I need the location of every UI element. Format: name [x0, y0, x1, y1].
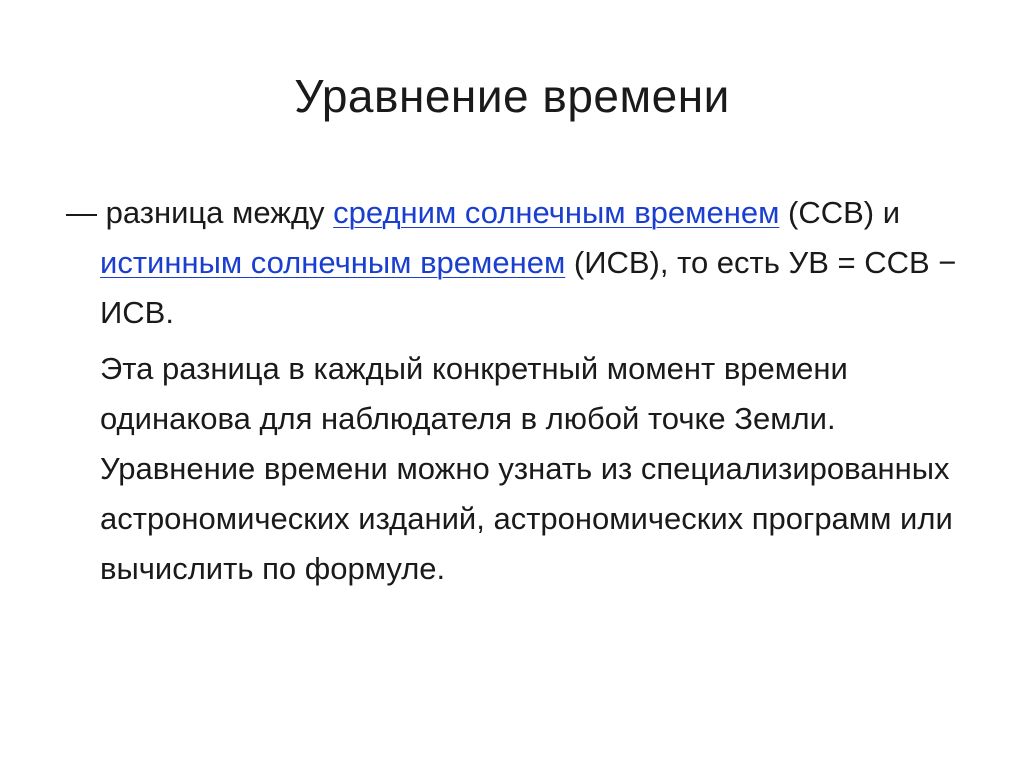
definition-text-3: (ИСВ), то есть УВ = ССВ − ИСВ.: [100, 245, 957, 330]
slide-title: Уравнение времени: [294, 70, 730, 122]
definition-text-2: (ССВ) и: [779, 195, 901, 230]
definition-text-1: разница между: [97, 195, 334, 230]
definition-paragraph: [66, 188, 966, 338]
definition-dash: —: [66, 195, 97, 230]
mean-solar-time-link[interactable]: средним солнечным временем: [333, 195, 780, 230]
explanation-paragraph: Эта разница в каждый конкретный момент времени одинакова для наблюдателя в любой точке Земли. Уравнение времени можно узнать из специализированных астрономических изданий, астрономических программ или вычислить по формуле.: [100, 351, 953, 586]
slide-body: [66, 188, 966, 594]
true-solar-time-link[interactable]: истинным солнечным временем: [100, 245, 566, 280]
